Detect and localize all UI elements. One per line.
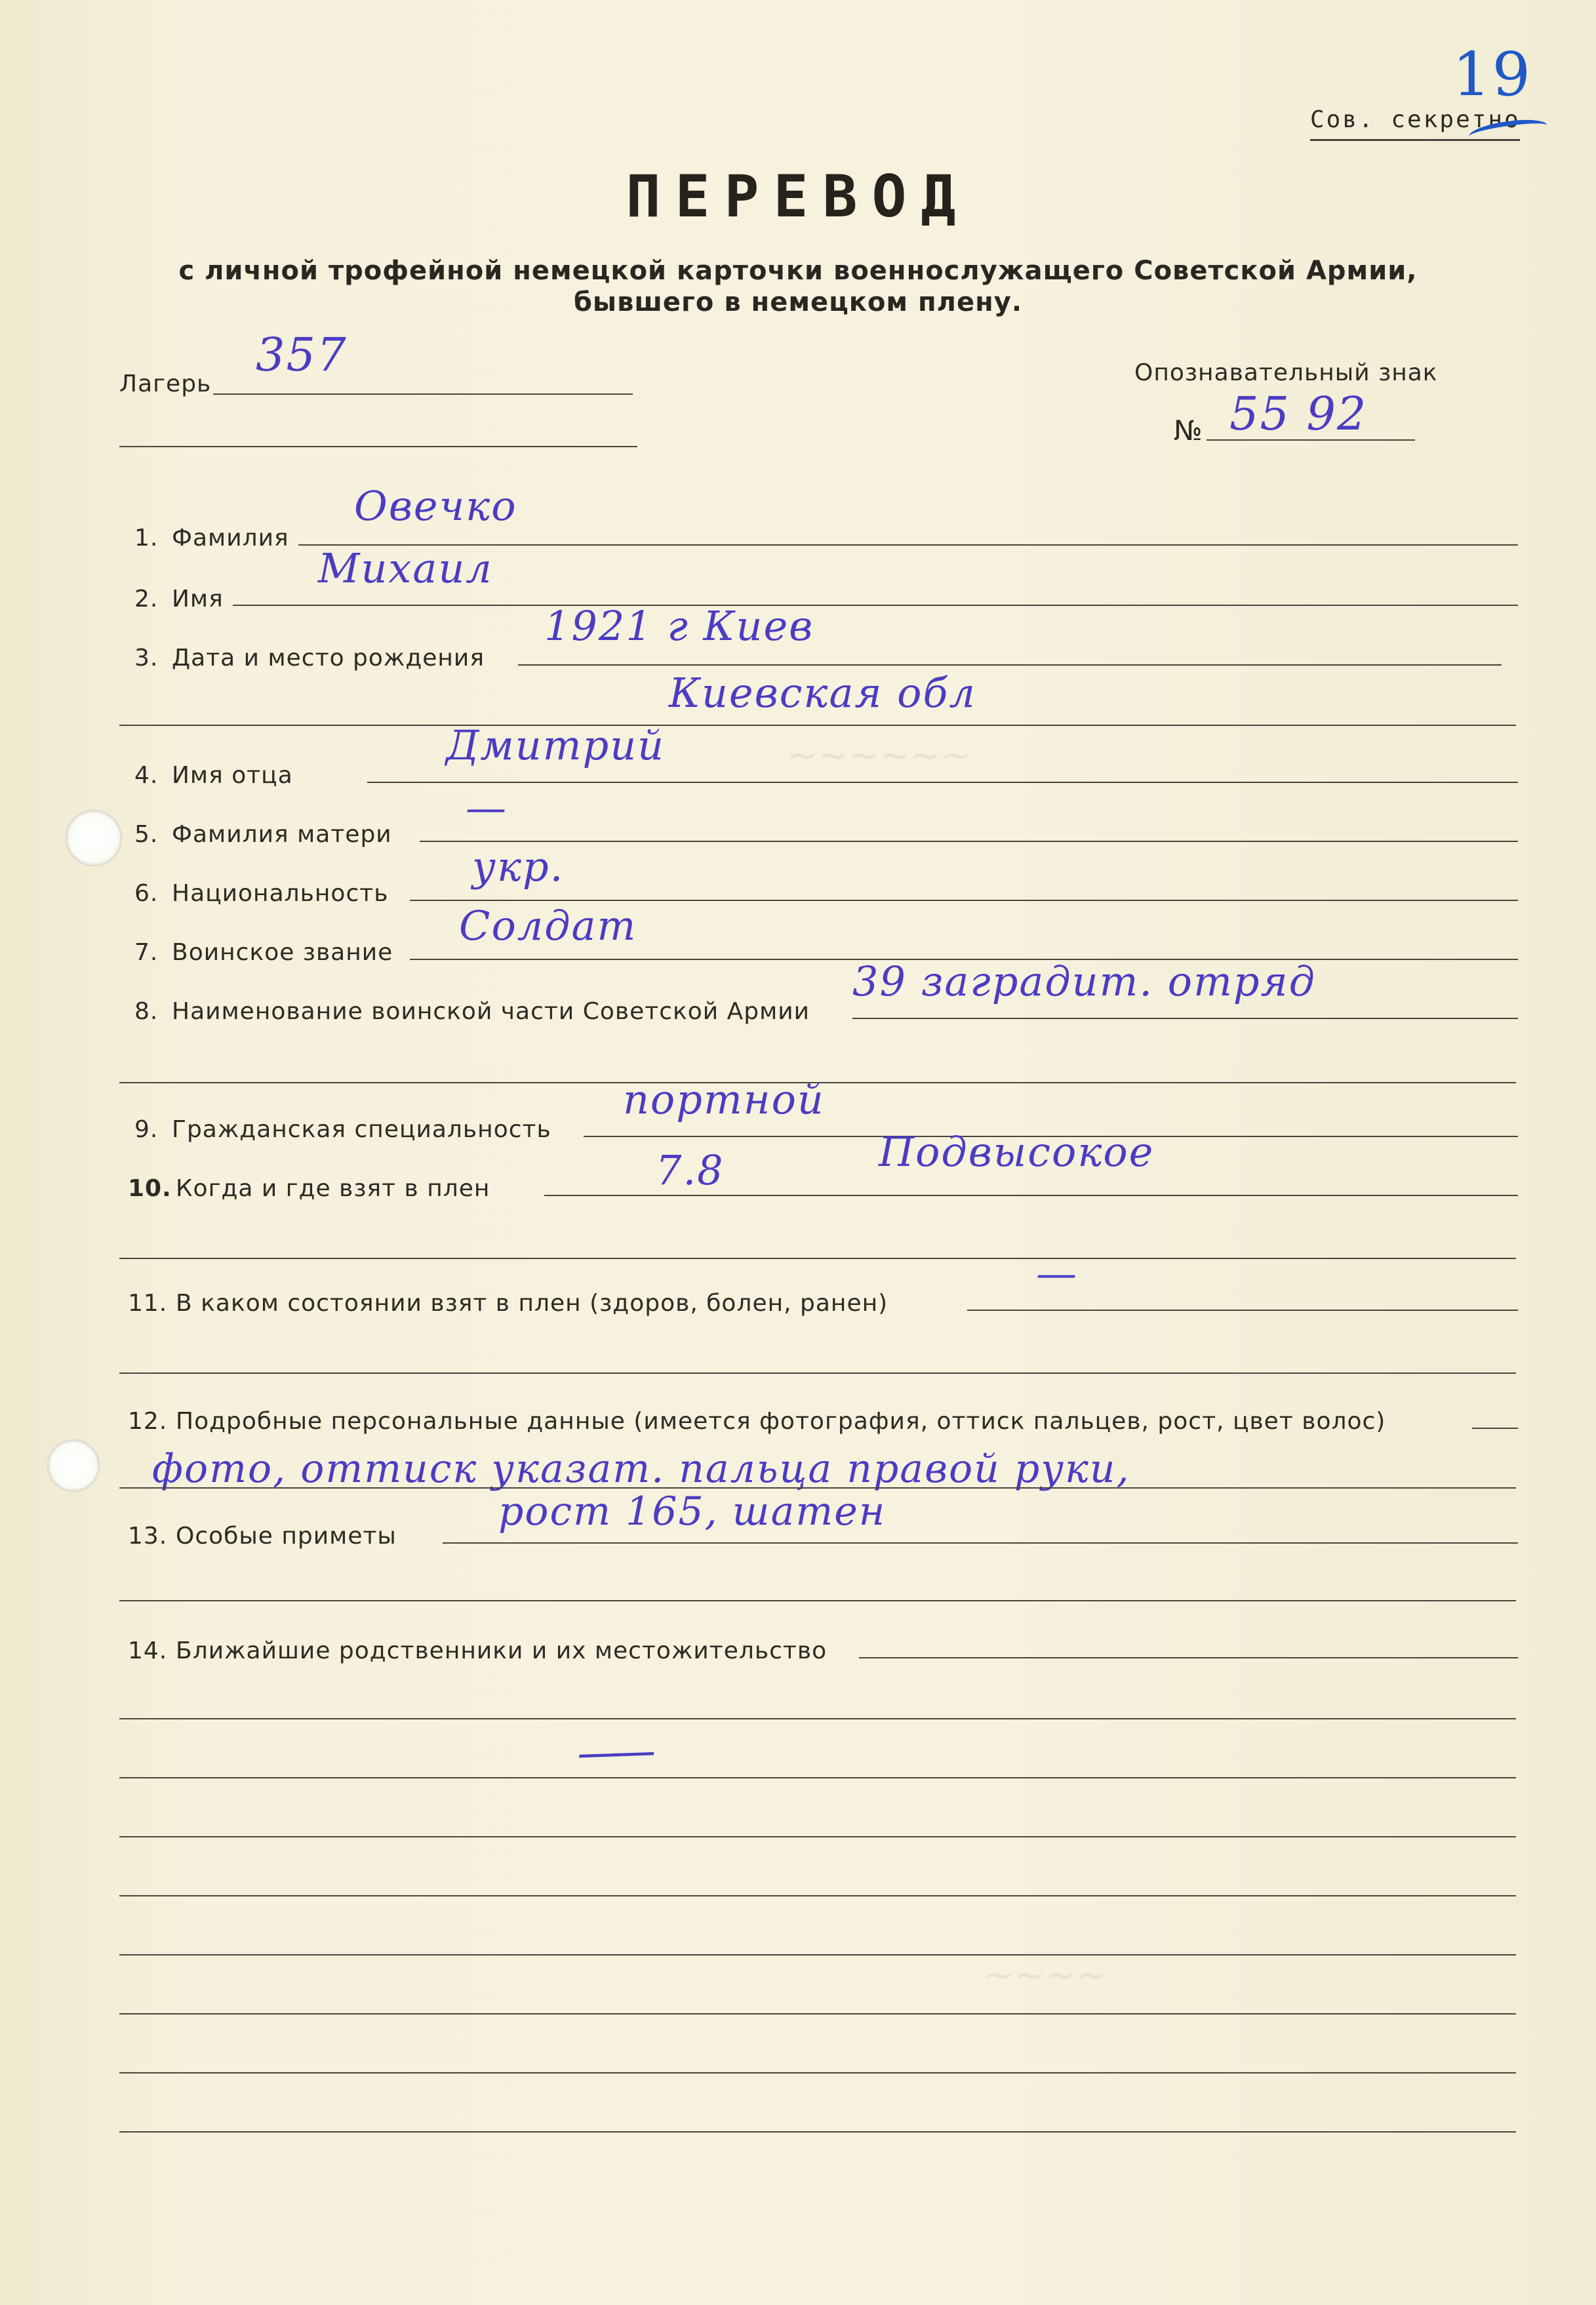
field-5-label: Фамилия матери <box>172 821 392 848</box>
field-11-line-2 <box>119 1373 1516 1374</box>
field-12-line <box>1472 1428 1518 1429</box>
field-14-line <box>859 1657 1518 1658</box>
field-4-label: Имя отца <box>172 762 293 789</box>
field-2-label: Имя <box>172 586 224 612</box>
field-1-label: Фамилия <box>172 525 289 551</box>
field-9-number: 9. <box>134 1116 159 1143</box>
blank-line-5 <box>119 2072 1516 2074</box>
field-14-label: Ближайшие родственники и их местожительство <box>176 1637 828 1664</box>
secret-stamp: Сов. секретно <box>1310 106 1521 133</box>
document-title: ПЕРЕВОД <box>626 163 970 230</box>
blank-line-1 <box>119 1836 1516 1837</box>
field-11-label: В каком состоянии взят в плен (здоров, болен, ранен) <box>176 1290 888 1317</box>
field-3-line <box>518 664 1502 666</box>
bleed-through: ~~~~~~ <box>787 734 972 777</box>
field-14-line-2 <box>119 1718 1516 1719</box>
field-12-label: Подробные персональные данные (имеется фотография, оттиск пальцев, рост, цвет волос) <box>176 1408 1386 1435</box>
field-9-value: портной <box>623 1075 825 1123</box>
field-2-value: Михаил <box>318 544 493 592</box>
field-6-number: 6. <box>134 880 159 907</box>
field-7-value: Солдат <box>459 902 637 950</box>
id-tag-number-prefix: № <box>1174 414 1203 447</box>
field-8-line <box>852 1018 1518 1019</box>
field-14-line-3 <box>119 1777 1516 1778</box>
field-8-label: Наименование воинской части Советской Армии <box>172 998 810 1025</box>
field-11-value: — <box>1036 1249 1078 1297</box>
field-2-line <box>233 605 1518 606</box>
field-10-label: Когда и где взят в плен <box>176 1175 490 1202</box>
field-7-label: Воинское звание <box>172 939 393 966</box>
field-14-value: —— <box>576 1723 644 1780</box>
field-5-line <box>420 841 1518 842</box>
field-1-number: 1. <box>134 525 159 551</box>
field-13-line <box>443 1542 1518 1544</box>
field-10-value: 7.8 <box>656 1146 725 1194</box>
field-8-value: 39 заградит. отряд <box>852 957 1316 1005</box>
field-6-value: укр. <box>472 843 565 891</box>
field-10-line-2 <box>119 1258 1516 1259</box>
id-tag-label: Опознавательный знак <box>1134 359 1438 386</box>
field-10-number: 10. <box>128 1175 172 1202</box>
field-12-value: фото, оттиск указат. пальца правой руки, <box>152 1446 1130 1492</box>
id-tag-value: 55 92 <box>1229 387 1368 441</box>
field-1-value: Овечко <box>354 482 517 530</box>
page-number-handwritten: 19 <box>1452 39 1532 110</box>
field-9-label: Гражданская специальность <box>172 1116 551 1143</box>
field-5-number: 5. <box>134 821 159 848</box>
field-13-number: 13. <box>128 1523 168 1550</box>
subtitle-line-1: с личной трофейной немецкой карточки военнослужащего Советской Армии, <box>178 256 1418 286</box>
field-2-number: 2. <box>134 586 159 612</box>
field-4-line <box>367 782 1518 783</box>
blank-line-6 <box>119 2131 1516 2133</box>
field-3-value-2: Киевская обл <box>669 669 976 717</box>
field-4-value: Дмитрий <box>446 721 666 769</box>
field-3-line-2 <box>119 725 1516 726</box>
field-11-line <box>967 1310 1518 1311</box>
camp-line <box>213 393 633 395</box>
field-4-number: 4. <box>134 762 159 789</box>
field-6-line <box>410 900 1518 901</box>
field-3-number: 3. <box>134 645 159 671</box>
field-13-value: рост 165, шатен <box>498 1489 887 1534</box>
field-6-label: Национальность <box>172 880 389 907</box>
field-8-number: 8. <box>134 998 159 1025</box>
field-3-label: Дата и место рождения <box>172 645 485 671</box>
blank-line-3 <box>119 1954 1516 1955</box>
field-13-line-2 <box>119 1600 1516 1601</box>
punch-hole-bottom <box>47 1439 100 1492</box>
field-11-number: 11. <box>128 1290 168 1317</box>
field-12-number: 12. <box>128 1408 168 1435</box>
bleed-through: ~~~~ <box>984 1954 1107 1997</box>
field-10-line <box>544 1195 1518 1196</box>
field-5-value: — <box>466 784 508 832</box>
camp-value: 357 <box>256 328 348 382</box>
camp-line-2 <box>119 446 637 447</box>
blank-line-4 <box>119 2013 1516 2014</box>
blank-line-2 <box>119 1895 1516 1896</box>
field-10-value-2: Подвысокое <box>879 1128 1155 1176</box>
field-7-number: 7. <box>134 939 159 966</box>
punch-hole-top <box>66 810 122 866</box>
field-13-label: Особые приметы <box>176 1523 397 1550</box>
subtitle-line-2: бывшего в немецком плену. <box>573 287 1023 317</box>
camp-label: Лагерь <box>119 371 212 397</box>
field-14-number: 14. <box>128 1637 168 1664</box>
field-3-value: 1921 г Киев <box>544 602 814 650</box>
